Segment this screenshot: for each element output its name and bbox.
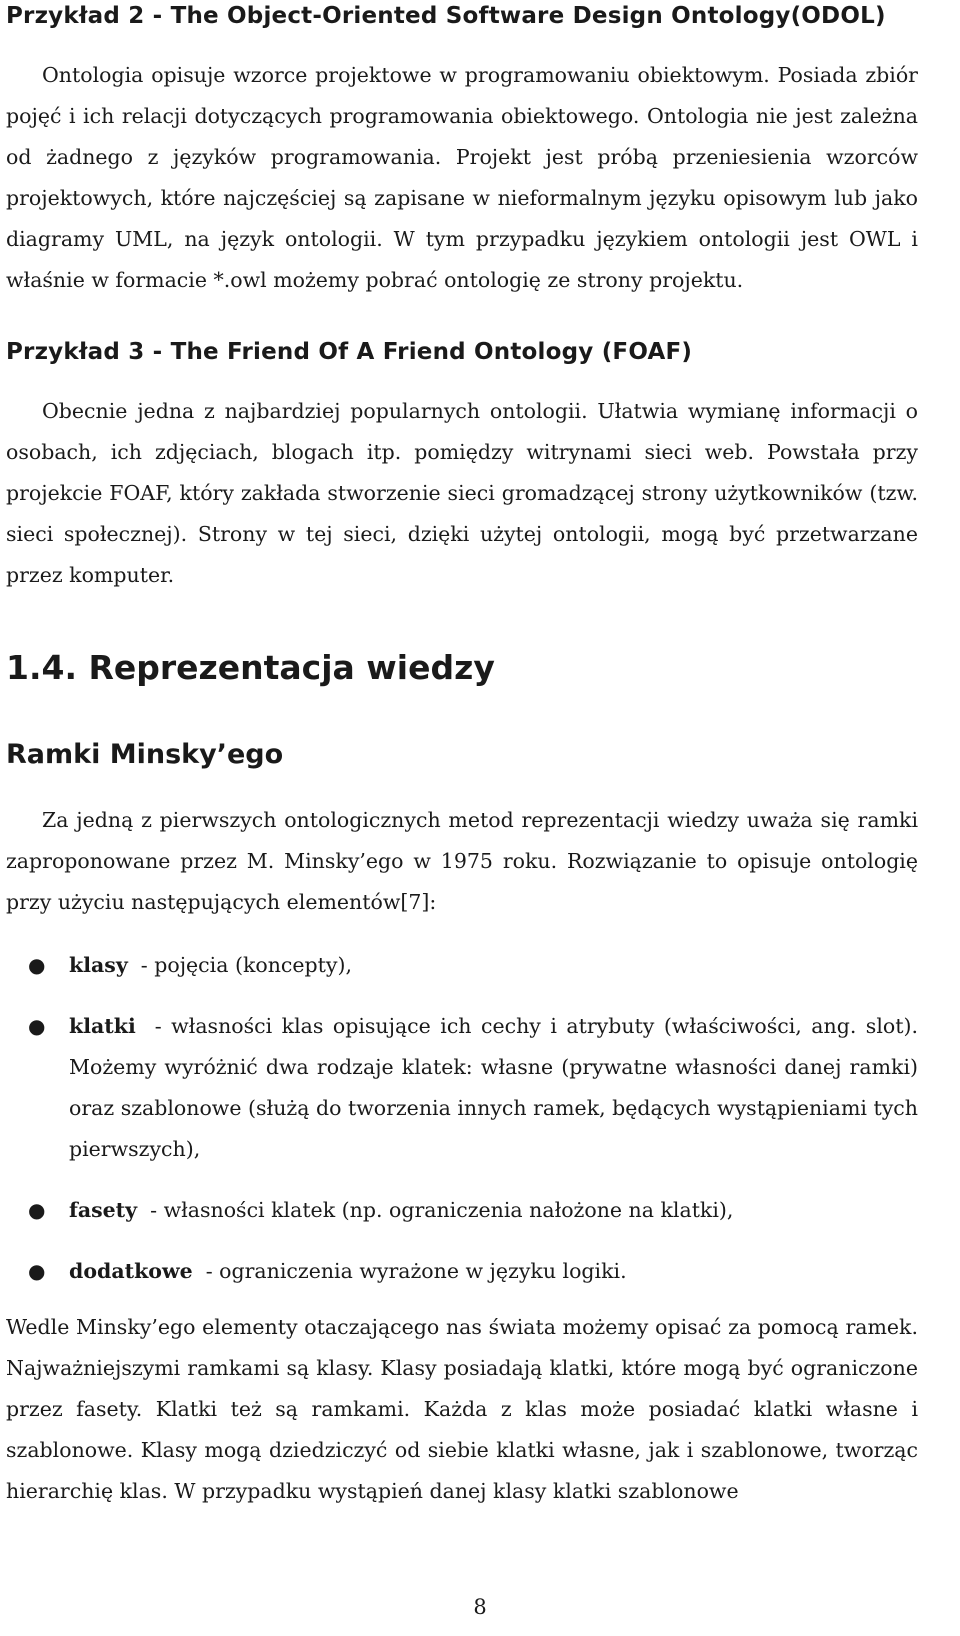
minsky-closing-paragraph: Wedle Minsky’ego elementy otaczającego nas świata możemy opisać za pomocą ramek. Najważniejszymi ramkami są klasy. Klasy posiadają klatki, które mogą być ograniczone przez fasety. Klatki też są ramkami. Każda z klas może posiadać klatki własne i szablonowe. Klasy mogą dziedziczyć od siebie klatki własne, jak i szablonowe, tworząc hierarchię klas. W przypadku wystąpień danej klasy klatki szablonowe bbox=[6, 1315, 918, 1503]
list-item bbox=[6, 1190, 918, 1231]
list-item-description: - własności klas opisujące ich cechy i atrybuty (właściwości, ang. slot). Możemy wyróżnić dwa rodzaje klatek: własne (prywatne własności danej ramki) oraz szablonowe (służą do tworzenia innych ramek, będących wystąpieniami tych pierwszych), bbox=[69, 1014, 918, 1161]
list-item-term: dodatkowe bbox=[69, 1259, 193, 1283]
list-item-description: - pojęcia (koncepty), bbox=[140, 953, 352, 977]
minsky-intro-paragraph: Za jedną z pierwszych ontologicznych metod reprezentacji wiedzy uważa się ramki zaproponowane przez M. Minsky’ego w 1975 roku. Rozwiązanie to opisuje ontologię przy użyciu następujących elementów[7]: bbox=[6, 808, 918, 914]
bullet-icon: ● bbox=[28, 1198, 46, 1222]
section-heading: 1.4. Reprezentacja wiedzy bbox=[6, 648, 495, 687]
element-list bbox=[6, 945, 918, 1292]
page-number: 8 bbox=[473, 1595, 487, 1619]
list-item-description: - ograniczenia wyrażone w języku logiki. bbox=[205, 1259, 627, 1283]
example2-paragraph: Ontologia opisuje wzorce projektowe w programowaniu obiektowym. Posiada zbiór pojęć i ich relacji dotyczących programowania obiektowego. Ontologia nie jest zależna od żadnego z języków programowania. Projekt jest próbą przeniesienia wzorców projektowych, które najczęściej są zapisane w nieformalnym języku opisowym lub jako diagramy UML, na język ontologii. W tym przypadku językiem ontologii jest OWL i właśnie w formacie *.owl możemy pobrać ontologię ze strony projektu. bbox=[6, 63, 918, 292]
list-item-term: klasy bbox=[69, 953, 128, 977]
minsky-heading: Ramki Minsky’ego bbox=[6, 739, 284, 770]
bullet-icon: ● bbox=[28, 1259, 46, 1283]
bullet-icon: ● bbox=[28, 953, 46, 977]
example3-heading: Przykład 3 - The Friend Of A Friend Ontology (FOAF) bbox=[6, 339, 693, 365]
list-item-description: - własności klatek (np. ograniczenia nałożone na klatki), bbox=[150, 1198, 734, 1222]
example3-paragraph: Obecnie jedna z najbardziej popularnych ontologii. Ułatwia wymianę informacji o osobach, ich zdjęciach, blogach itp. pomiędzy witrynami sieci web. Powstała przy projekcie FOAF, który zakłada stworzenie sieci gromadzącej strony użytkowników (tzw. sieci społecznej). Strony w tej sieci, dzięki użytej ontologii, mogą być przetwarzane przez komputer. bbox=[6, 399, 918, 587]
list-item bbox=[6, 1006, 918, 1170]
bullet-icon: ● bbox=[28, 1014, 46, 1038]
example2-heading: Przykład 2 - The Object-Oriented Software Design Ontology(ODOL) bbox=[6, 3, 886, 29]
list-item-term: klatki bbox=[69, 1014, 136, 1038]
list-item bbox=[6, 1251, 918, 1292]
list-item bbox=[6, 945, 918, 986]
list-item-term: fasety bbox=[69, 1198, 138, 1222]
